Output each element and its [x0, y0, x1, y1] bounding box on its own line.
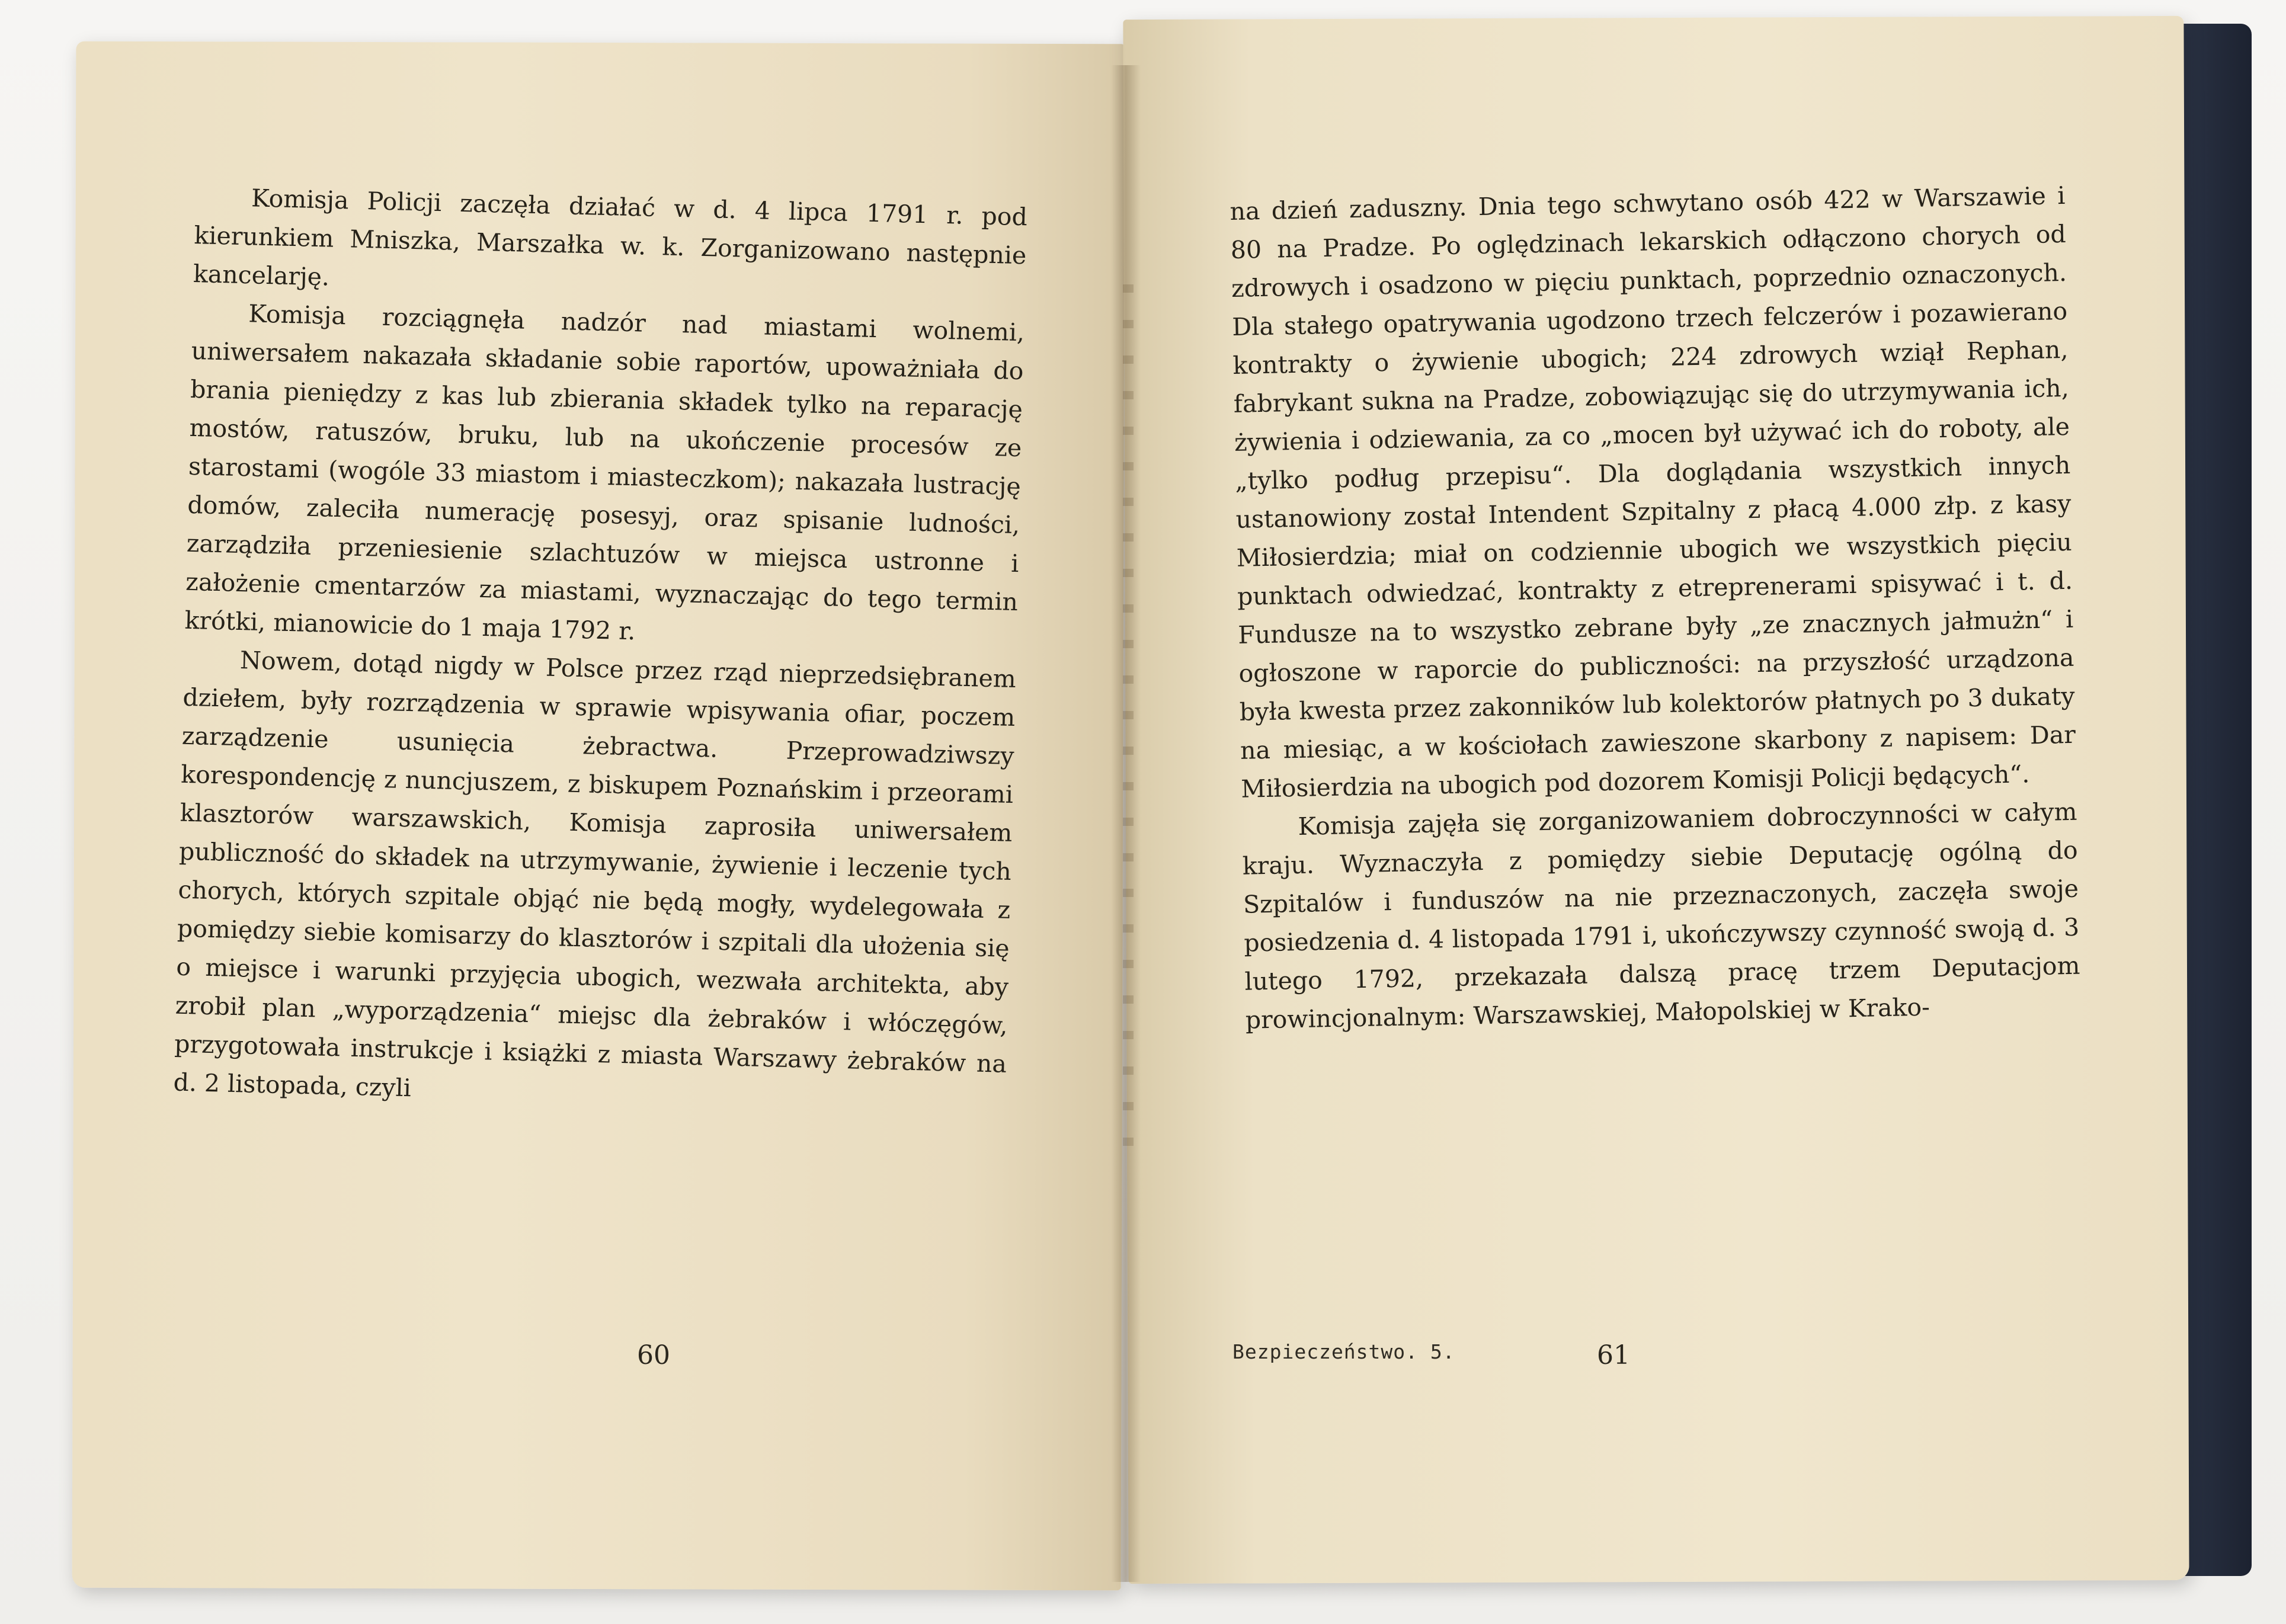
left-page-number: 60 [637, 1340, 670, 1370]
left-paragraph-3: Nowem, dotąd nigdy w Polsce przez rząd nieprzedsiębranem dziełem, były rozrządzenia w sprawie wpisywania ofiar, poczem zarządzenie usunięcia żebractwa. Przeprowadziwszy korespondencję z nuncjuszem, z biskupem Poznańskim i przeorami klasztorów warszawskich, Komisja zaprosiła uniwersałem publiczność do składek na utrzymywanie, żywienie i leczenie tych chorych, których szpitale objąć nie będą mogły, wydelegowała z pomiędzy siebie komisarzy do klasztorów i szpitali dla ułożenia się o miejsce i warunki przyjęcia ubogich, wezwała architekta, aby zrobił plan „wyporządzenia“ miejsc dla żebraków i włóczęgów, przygotowała instrukcje i książki z miasta Warszawy żebraków na d. 2 listopada, czyli [173, 646, 1017, 1103]
right-page-text [1230, 177, 2081, 1040]
left-page-text [173, 178, 1028, 1122]
right-paragraph-1: na dzień zaduszny. Dnia tego schwytano osób 422 w Warszawie i 80 na Pradze. Po oględzinach lekarskich odłączono chorych od zdrowych i osadzono w pięciu punktach, poprzednio oznaczonych. Dla stałego opatrywania ugodzono trzech felczerów i pozawierano kontrakty o żywienie ubogich; 224 zdrowych wziął Rephan, fabrykant sukna na Pradze, zobowiązując się do utrzymywania ich, żywienia i odziewania, za co „mocen był używać ich do roboty, ale „tylko podług przepisu“. Dla doglądania wszystkich innych ustanowiony został Intendent Szpitalny z płacą 4.000 złp. z kasy Miłosierdzia; miał on codziennie ubogich we wszystkich pięciu punktach odwiedzać, kontrakty z etreprenerami spisywać i t. d. Fundusze na to wszystko zebrane były „ze znacznych jałmużn“ i ogłoszone w raporcie do publiczności: na przyszłość urządzona była kwesta przez zakonników lub kolektorów płatnych po 3 dukaty na miesiąc, a w kościołach zawieszone skarbony z napisem: Dar Miłosierdzia na ubogich pod dozorem Komisji Policji będących“. [1230, 181, 2076, 803]
right-page-number: 61 [1597, 1340, 1630, 1370]
printer-signature-mark: Bezpieczeństwo. 5. [1232, 1340, 1455, 1363]
right-paragraph-2: Komisja zajęła się zorganizowaniem dobroczynności w całym kraju. Wyznaczyła z pomiędzy siebie Deputację ogólną do Szpitalów i funduszów na nie przeznaczonych, zaczęła swoje posiedzenia d. 4 listopada 1791 i, ukończywszy czynność swoją d. 3 lutego 1792, przekazała dalszą pracę trzem Deputacjom prowincjonalnym: Warszawskiej, Małopolskiej w Krako- [1242, 797, 2080, 1034]
left-paragraph-1: Komisja Policji zaczęła działać w d. 4 lipca 1791 r. pod kierunkiem Mniszka, Marszałka w. k. Zorganizowano następnie kancelarję. [193, 184, 1028, 292]
binding-stitches [1123, 284, 1134, 1173]
left-paragraph-2: Komisja rozciągnęła nadzór nad miastami wolnemi, uniwersałem nakazała składanie sobie raportów, upoważniała do brania pieniędzy z kas lub zbierania składek tylko na reparację mostów, ratuszów, bruku, lub na ukończenie procesów ze starostami (wogóle 33 miastom i miasteczkom); nakazała lustrację domów, zaleciła numerację posesyj, oraz spisanie ludności, zarządziła przeniesienie szlachtuzów w miejsca ustronne i założenie cmentarzów za miastami, wyznaczając do tego termin krótki, mianowicie do 1 maja 1792 r. [184, 299, 1025, 646]
